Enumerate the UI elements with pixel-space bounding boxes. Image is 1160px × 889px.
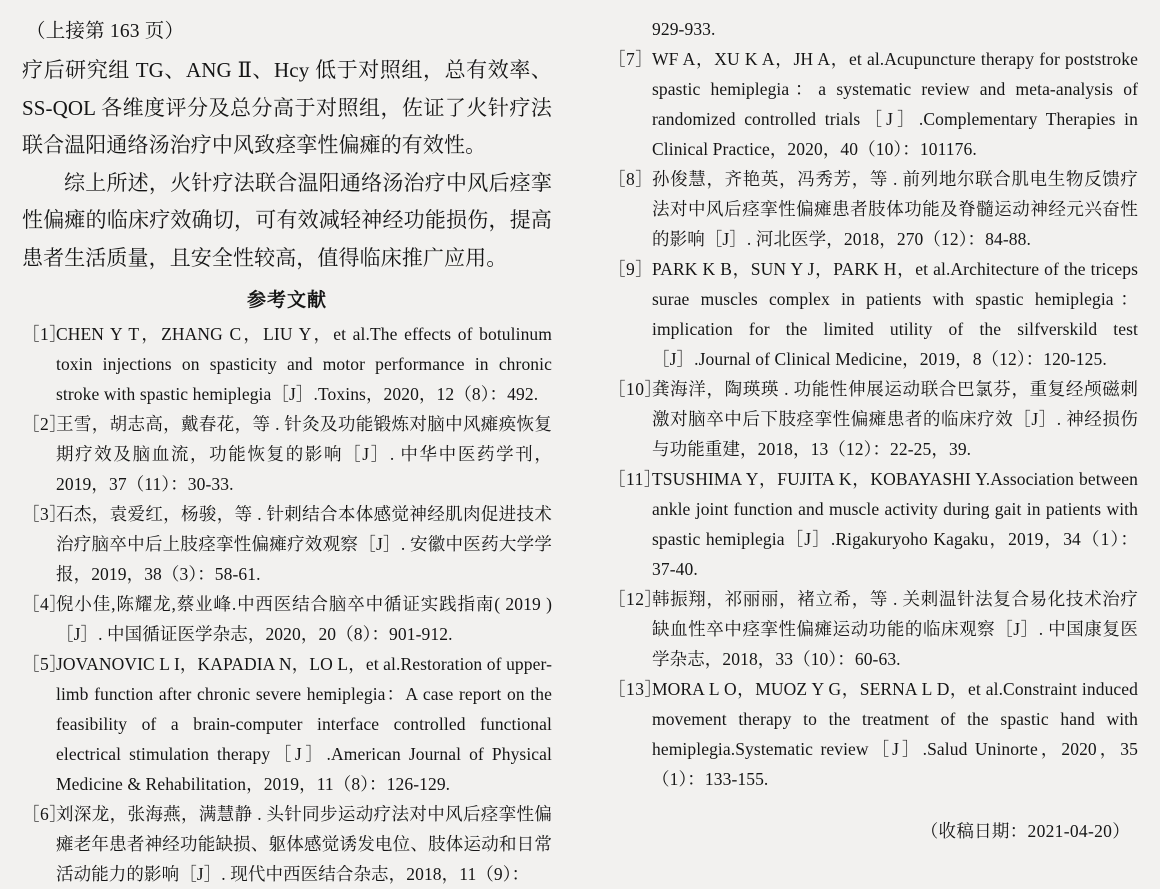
reference-text: MORA L O，MUOZ Y G，SERNA L D，et al.Constraint induced movement therapy to the treatment of the spastic hand with hemiplegia.Systematic review［J］.Salud Uninorte，2020，35（1）：133-155. [652, 679, 1138, 789]
reference-number: ［1］ [22, 324, 68, 344]
paragraph-conclusion-evidence: 疗后研究组 TG、ANG Ⅱ、Hcy 低于对照组，总有效率、SS-QOL 各维度评分及总分高于对照组，佐证了火针疗法联合温阳通络汤治疗中风致痉挛性偏瘫的有效性。 [22, 58, 552, 157]
reference-item [22, 649, 552, 799]
reference-number: ［13］ [608, 679, 663, 699]
received-date: （收稿日期：2021-04-20） [920, 821, 1130, 841]
reference-item [22, 589, 552, 649]
reference-text: PARK K B，SUN Y J，PARK H，et al.Architecture of the triceps surae muscles complex in patients with spastic hemiplegia：implication for the limited utility of the silfverskild test［J］.Journal of Clinical Medicine，2019，8（12）：120-125. [652, 259, 1138, 369]
reference-item [608, 464, 1138, 584]
reference-number: ［6］ [22, 804, 68, 824]
reference-list-right [608, 44, 1138, 794]
reference-item [608, 44, 1138, 164]
reference-number: ［7］ [608, 49, 654, 69]
reference-text: 韩振翔，祁丽丽，褚立希，等 . 关刺温针法复合易化技术治疗缺血性卒中痉挛性偏瘫运动功能的临床观察［J］. 中国康复医学杂志，2018，33（10）：60-63. [652, 589, 1138, 669]
reference-number: ［4］ [22, 594, 68, 614]
reference-text: 倪小佳,陈耀龙,蔡业峰.中西医结合脑卒中循证实践指南( 2019 ) ［J］. 中国循证医学杂志，2020，20（8）：901-912. [56, 594, 552, 644]
reference-item [608, 164, 1138, 254]
reference-text: 王雪，胡志高，戴春花，等 . 针灸及功能锻炼对脑中风瘫痪恢复期疗效及脑血流，功能恢复的影响［J］. 中华中医药学刊，2019，37（11）：30-33. [56, 414, 552, 494]
reference-item [22, 499, 552, 589]
reference-item [608, 674, 1138, 794]
reference-text: TSUSHIMA Y，FUJITA K，KOBAYASHI Y.Association between ankle joint function and muscle activity during gait in patients with spastic hemiplegia［J］.Rigakuryoho Kagaku，2019，34（1）：37-40. [652, 469, 1138, 579]
reference-text: 石杰，袁爱红，杨骏，等 . 针刺结合本体感觉神经肌肉促进技术治疗脑卒中后上肢痉挛性偏瘫疗效观察［J］. 安徽中医药大学学报，2019，38（3）：58-61. [56, 504, 552, 584]
reference-item [608, 374, 1138, 464]
reference-item [22, 799, 552, 889]
reference-item [22, 409, 552, 499]
references-heading: 参考文献 [246, 289, 327, 311]
reference-list-left [22, 319, 552, 889]
continued-from-note: （上接第 163 页） [26, 21, 185, 42]
reference-text: 龚海洋，陶瑛瑛 . 功能性伸展运动联合巴氯芬，重复经颅磁刺激对脑卒中后下肢痉挛性偏瘫患者的临床疗效［J］. 神经损伤与功能重建，2018，13（12）：22-25，39. [652, 379, 1138, 459]
reference-text: JOVANOVIC L I，KAPADIA N，LO L，et al.Restoration of upper-limb function after chronic severe hemiplegia：A case report on the feasibility of a brain-computer interface controlled functional electrical stimulation therapy［J］.American Journal of Physical Medicine & Rehabilitation，2019，11（8）：126-129. [56, 654, 552, 794]
reference-number: ［8］ [608, 169, 654, 189]
left-column [0, 0, 580, 884]
right-column [580, 0, 1160, 867]
reference-text: WF A，XU K A，JH A，et al.Acupuncture therapy for poststroke spastic hemiplegia：a systematic review and meta-analysis of randomized controlled trials［J］.Complementary Therapies in Clinical Practice，2020，40（10）：101176. [652, 49, 1138, 159]
reference-number: ［11］ [608, 469, 662, 489]
reference-item [608, 254, 1138, 374]
reference-continuation-tail: 929-933. [652, 19, 716, 39]
reference-text: CHEN Y T，ZHANG C，LIU Y，et al.The effects of botulinum toxin injections on spasticity and motor performance in chronic stroke with spastic hemiplegia［J］.Toxins，2020，12（8）：492. [56, 324, 552, 404]
reference-number: ［5］ [22, 654, 68, 674]
reference-number: ［3］ [22, 504, 68, 524]
reference-number: ［2］ [22, 414, 68, 434]
reference-number: ［9］ [608, 259, 654, 279]
reference-number: ［10］ [608, 379, 663, 399]
paragraph-summary: 综上所述，火针疗法联合温阳通络汤治疗中风后痉挛性偏瘫的临床疗效确切，可有效减轻神经功能损伤，提高患者生活质量，且安全性较高，值得临床推广应用。 [22, 170, 552, 270]
reference-number: ［12］ [608, 589, 663, 609]
reference-text: 孙俊慧，齐艳英，冯秀芳，等 . 前列地尔联合肌电生物反馈疗法对中风后痉挛性偏瘫患者肢体功能及脊髓运动神经元兴奋性的影响［J］. 河北医学，2018，270（12）：84-88. [652, 169, 1138, 249]
reference-item [608, 584, 1138, 674]
reference-item [22, 319, 552, 409]
reference-text: 刘深龙，张海燕，满慧静 . 头针同步运动疗法对中风后痉挛性偏瘫老年患者神经功能缺损、躯体感觉诱发电位、肢体运动和日常活动能力的影响［J］. 现代中西医结合杂志，2018，11（9）： [56, 804, 552, 884]
